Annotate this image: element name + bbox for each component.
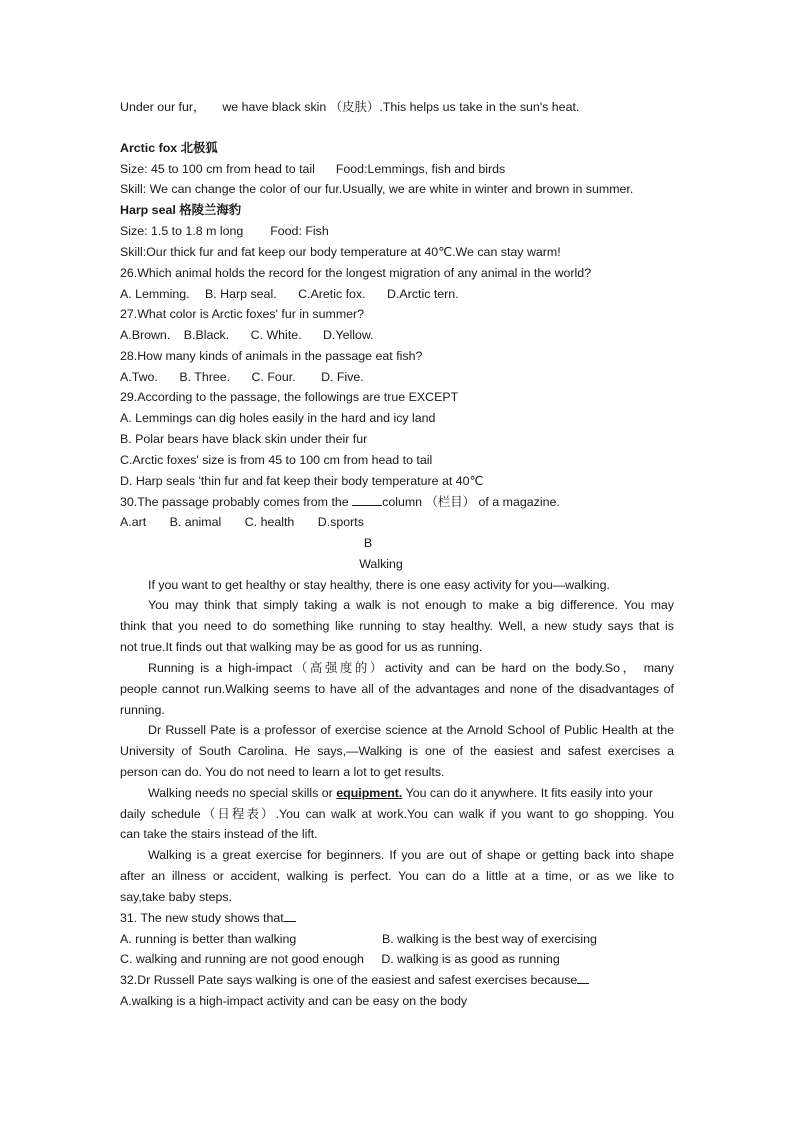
q29-stem: 29.According to the passage, the followings are true EXCEPT: [120, 390, 459, 404]
passage-b-title: Walking: [359, 557, 403, 571]
q28-option-b: B. Three.: [179, 370, 231, 384]
q28-option-d: D. Five.: [321, 370, 364, 384]
q30-option-b: B. animal: [169, 515, 222, 529]
answer-blank: [577, 972, 589, 984]
q27-options: [120, 327, 674, 343]
equipment-keyword: equipment.: [336, 786, 403, 800]
q29-option-d: D. Harp seals 'thin fur and fat keep their body temperature at 40℃: [120, 474, 484, 488]
passage-b-p3-line3: running.: [120, 703, 165, 717]
passage-b-p6-line2: after an illness or accident, walking is perfect. You can do a little at a time, or as we like to: [120, 869, 674, 883]
passage-b-p2-line1: You may think that simply taking a walk is not enough to make a big difference. You may: [148, 598, 674, 612]
q31-option-b: B. walking is the best way of exercising: [382, 932, 597, 946]
harp-seal-skill: Skill:Our thick fur and fat keep our body temperature at 40℃.We can stay warm!: [120, 245, 561, 259]
passage-b-p2-line2: think that you need to do something like running to stay healthy. Well, a new study says that is: [120, 619, 674, 633]
q32-stem: [120, 972, 674, 988]
passage-b-p5-line1: [148, 785, 674, 801]
passage-b-p5-line1-a: Walking needs no special skills or: [148, 786, 333, 800]
q30-stem-a: 30.The passage probably comes from the: [120, 495, 349, 509]
q28-option-c: C. Four.: [251, 370, 296, 384]
intro-fur-line-b: we have black skin （皮肤）.This helps us take in the sun's heat.: [222, 100, 580, 114]
passage-b-p4-line1: Dr Russell Pate is a professor of exercise science at the Arnold School of Public Health at the: [148, 723, 674, 737]
q26-option-b: B. Harp seal.: [205, 287, 277, 301]
intro-fur-line: [120, 99, 674, 115]
q32-option-a: A.walking is a high-impact activity and can be easy on the body: [120, 994, 468, 1008]
passage-b-p3-line2: people cannot run.Walking seems to have all of the advantages and none of the disadvantages of: [120, 682, 674, 696]
q31-options-cd: [120, 951, 674, 967]
q31-option-a: A. running is better than walking: [120, 932, 297, 946]
arctic-fox-food: Food:Lemmings, fish and birds: [335, 162, 506, 176]
q27-option-a: A.Brown.: [120, 328, 171, 342]
intro-fur-line-a: Under our fur，: [120, 100, 206, 114]
harp-seal-heading: Harp seal 格陵兰海豹: [120, 203, 242, 217]
q32-stem-text: 32.Dr Russell Pate says walking is one of the easiest and safest exercises because: [120, 973, 578, 987]
arctic-fox-size: Size: 45 to 100 cm from head to tail: [120, 162, 315, 176]
q31-stem-text: 31. The new study shows that: [120, 911, 284, 925]
q30-stem: [120, 494, 674, 510]
q27-option-d: D.Yellow.: [323, 328, 374, 342]
passage-b-p4-line3: person can do. You do not need to learn a lot to get results.: [120, 765, 445, 779]
q27-option-b: B.Black.: [183, 328, 230, 342]
harp-seal-size-food: [120, 223, 674, 239]
q30-stem-b: column （栏目） of a magazine.: [382, 495, 560, 509]
passage-b-p2-line3: not true.It finds out that walking may be as good for us as running.: [120, 640, 483, 654]
q28-option-a: A.Two.: [120, 370, 158, 384]
passage-b-p5-line1-b: You can do it anywhere. It fits easily into your: [405, 786, 654, 800]
q31-option-d: D. walking is as good as running: [381, 952, 560, 966]
harp-seal-size: Size: 1.5 to 1.8 m long: [120, 224, 244, 238]
harp-seal-food: Food: Fish: [270, 224, 329, 238]
q28-stem: 28.How many kinds of animals in the passage eat fish?: [120, 349, 423, 363]
q26-option-a: A. Lemming.: [120, 287, 190, 301]
q31-stem: [120, 910, 674, 926]
passage-b-label: B: [363, 536, 373, 550]
passage-b-p5-line2: daily schedule（日程表）.You can walk at work.You can walk if you want to go shopping. You: [120, 807, 674, 821]
q26-option-d: D.Arctic tern.: [387, 287, 459, 301]
q26-options: [120, 286, 674, 302]
q30-option-a: A.art: [120, 515, 147, 529]
q29-option-b: B. Polar bears have black skin under their fur: [120, 432, 368, 446]
answer-blank: [352, 494, 382, 506]
q30-option-c: C. health: [244, 515, 295, 529]
q30-options: [120, 514, 674, 530]
q31-option-c: C. walking and running are not good enough: [120, 952, 364, 966]
passage-b-p6-line3: say,take baby steps.: [120, 890, 233, 904]
passage-b-p1: If you want to get healthy or stay healthy, there is one easy activity for you—walking.: [148, 578, 610, 592]
passage-b-p4-line2: University of South Carolina. He says,—Walking is one of the easiest and safest exercises a: [120, 744, 674, 758]
q26-stem: 26.Which animal holds the record for the longest migration of any animal in the world?: [120, 266, 592, 280]
arctic-fox-heading: Arctic fox 北极狐: [120, 141, 218, 155]
passage-b-p5-line3: can take the stairs instead of the lift.: [120, 827, 318, 841]
q29-option-c: C.Arctic foxes' size is from 45 to 100 cm from head to tail: [120, 453, 433, 467]
q27-stem: 27.What color is Arctic foxes' fur in summer?: [120, 307, 365, 321]
q29-option-a: A. Lemmings can dig holes easily in the hard and icy land: [120, 411, 436, 425]
answer-blank: [284, 910, 296, 922]
q27-option-c: C. White.: [250, 328, 302, 342]
arctic-fox-skill: Skill: We can change the color of our fur.Usually, we are white in winter and brown in summer.: [120, 182, 634, 196]
arctic-fox-size-food: [120, 161, 674, 177]
passage-b-p6-line1: Walking is a great exercise for beginners. If you are out of shape or getting back into shape: [148, 848, 674, 862]
q30-option-d: D.sports: [317, 515, 364, 529]
q28-options: [120, 369, 674, 385]
q26-option-c: C.Aretic fox.: [298, 287, 366, 301]
passage-b-p3-line1: Running is a high-impact（高强度的）activity and can be hard on the body.So， many: [148, 661, 674, 675]
